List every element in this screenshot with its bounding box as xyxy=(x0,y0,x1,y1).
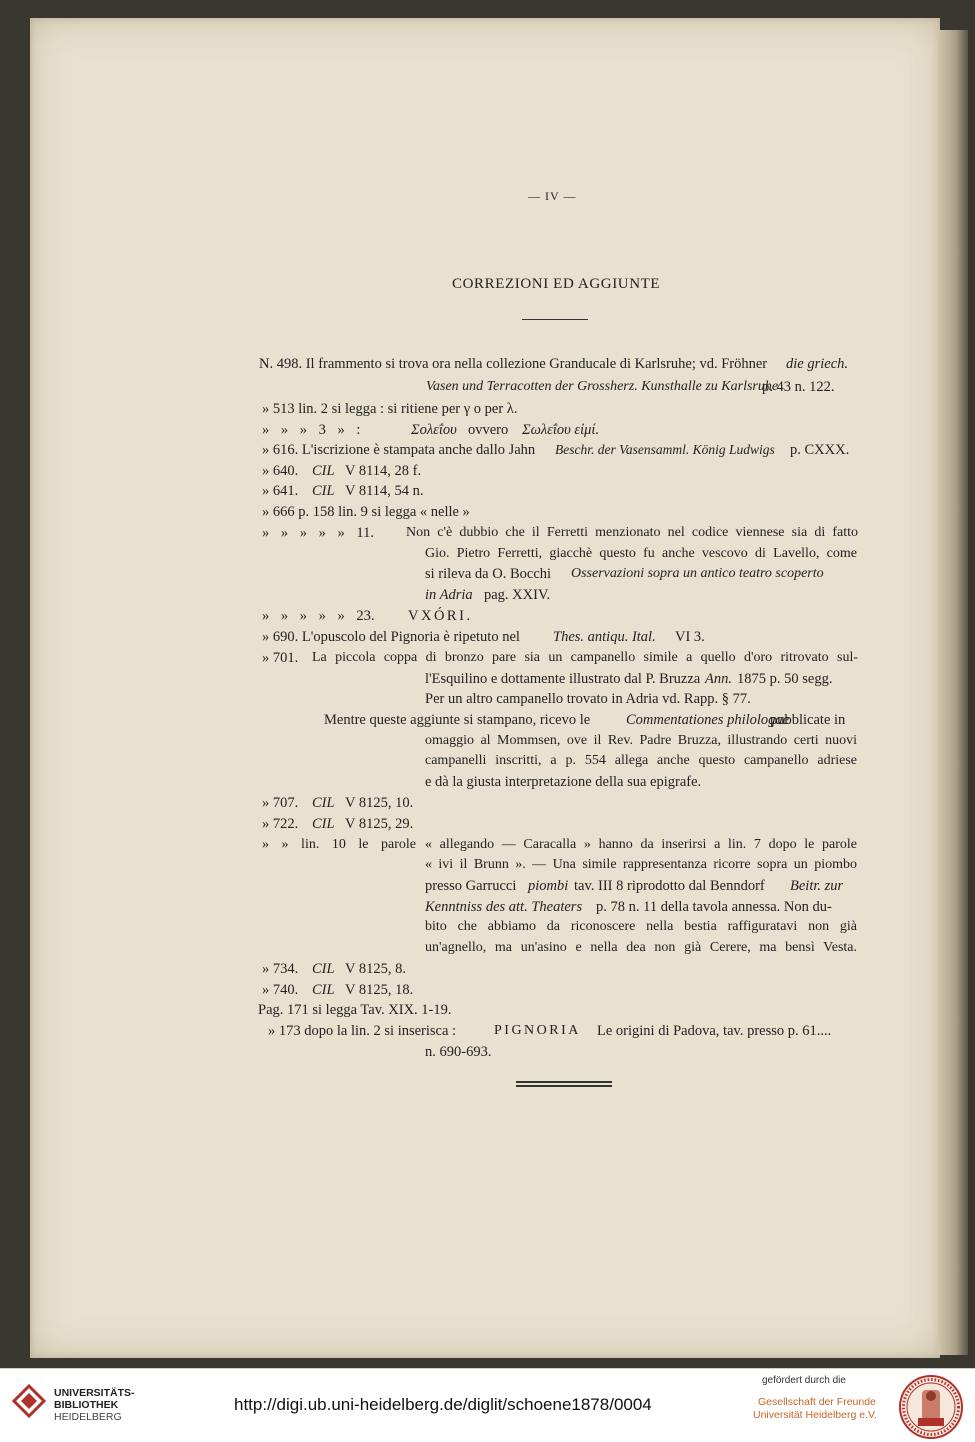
entry-701-cont-1: l'Esquilino e dottamente illustrato dal P. Bruzza xyxy=(425,671,701,687)
library-name-line-3: HEIDELBERG xyxy=(54,1411,122,1423)
entry-666-11-page: pag. XXIV. xyxy=(484,587,551,603)
addenda-note-title: Commentationes philologae xyxy=(626,712,790,728)
entry-707-ref: V 8125, 10. xyxy=(345,795,414,811)
addenda-note-cont-1: omaggio al Mommsen, ove il Rev. Padre Bruzza, illustrando certi nuovi xyxy=(425,734,857,748)
entry-641-cil: CIL xyxy=(312,483,335,499)
entry-722-lin10-cont-2: presso Garrucci xyxy=(425,878,517,894)
end-rule-bottom xyxy=(516,1085,612,1087)
book-page xyxy=(30,18,940,1358)
entry-722-lin10-cont-3: p. 78 n. 11 della tavola annessa. Non du- xyxy=(596,899,832,915)
entry-513-3-greek-2: Σωλεΐου εἰμί. xyxy=(522,422,600,438)
entry-666-11-prefix: » » » » » 11. xyxy=(262,525,374,541)
entry-734-num: » 734. xyxy=(262,961,299,977)
library-logo-icon xyxy=(12,1384,46,1422)
entry-701-num: » 701. xyxy=(262,650,299,666)
entry-734-ref: V 8125, 8. xyxy=(345,961,406,977)
entry-666-23-text: VXÓRI. xyxy=(408,608,473,624)
entry-513: » 513 lin. 2 si legga : si ritiene per γ o per λ. xyxy=(262,401,518,417)
entry-616-title: Beschr. der Vasensamml. König Ludwigs xyxy=(555,442,775,457)
addenda-note-cont-2: campanelli inscritti, a p. 554 allega anche questo campanello adriese xyxy=(425,754,857,768)
entry-701-journal: Ann. xyxy=(705,671,732,687)
entry-740-cil: CIL xyxy=(312,982,335,998)
entry-666-11-text: Non c'è dubbio che il Ferretti menzionato nel codice viennese sia di fatto xyxy=(406,526,858,540)
entry-513-3-greek-1: Σολεΐου xyxy=(411,422,457,438)
page-url-link[interactable]: http://digi.ub.uni-heidelberg.de/diglit/schoene1878/0004 xyxy=(234,1395,652,1414)
entry-701-text: La piccola coppa di bronzo pare sia un campanello simile a quello d'oro ritrovato sul- xyxy=(312,651,858,665)
entry-640-num: » 640. xyxy=(262,463,299,479)
entry-722-lin10-kenntniss: Kenntniss des att. Theaters xyxy=(425,899,583,915)
section-title: CORREZIONI ED AGGIUNTE xyxy=(452,276,661,292)
entry-666-23-prefix: » » » » » 23. xyxy=(262,608,375,624)
entry-666: » 666 p. 158 lin. 9 si legga « nelle » xyxy=(262,504,470,520)
entry-641-ref: V 8114, 54 n. xyxy=(345,483,424,499)
entry-498-title: Vasen und Terracotten der Grossherz. Kunsthalle zu Karlsruhe xyxy=(426,379,779,394)
entry-722-cil: CIL xyxy=(312,816,335,832)
entry-722-num: » 722. xyxy=(262,816,299,832)
entry-666-11-cont-1: Gio. Pietro Ferretti, giacchè questo fu anche vescovo di Lavello, come xyxy=(425,547,857,561)
entry-722-ref: V 8125, 29. xyxy=(345,816,414,832)
entry-pag-173-numbers: n. 690-693. xyxy=(425,1044,492,1060)
addenda-note-text: Mentre queste aggiunte si stampano, ricevo le xyxy=(324,712,591,728)
entry-722-lin10-tav: tav. III 8 riprodotto dal Benndorf xyxy=(574,878,765,894)
entry-640-ref: V 8114, 28 f. xyxy=(345,463,422,479)
entry-616-page: p. CXXX. xyxy=(790,442,850,458)
page-edge xyxy=(938,30,968,1355)
entry-701-cont-2: Per un altro campanello trovato in Adria vd. Rapp. § 77. xyxy=(425,691,751,707)
entry-pag-171: Pag. 171 si legga Tav. XIX. 1-19. xyxy=(258,1002,452,1018)
entry-pag-173-author: PIGNORIA xyxy=(494,1023,581,1038)
entry-690-title: Thes. antiqu. Ital. xyxy=(553,629,656,645)
title-rule xyxy=(522,319,588,320)
end-rule-top xyxy=(516,1081,612,1083)
entry-616-text: » 616. L'iscrizione è stampata anche dallo Jahn xyxy=(262,442,536,458)
entry-pag-173-title: Le origini di Padova, tav. presso p. 61.... xyxy=(597,1023,832,1039)
entry-690-text: » 690. L'opuscolo del Pignoria è ripetuto nel xyxy=(262,629,520,645)
entry-734-cil: CIL xyxy=(312,961,335,977)
entry-707-cil: CIL xyxy=(312,795,335,811)
entry-722-lin10-cont-5: un'agnello, ma un'asino e nella dea non già Cerere, ma bensì Vesta. xyxy=(425,941,857,955)
entry-722-lin10-cont-4: bito che abbiamo da riconoscere nella bestia raffiguratavi non già xyxy=(425,920,857,934)
entry-641-num: » 641. xyxy=(262,483,299,499)
page-number: — IV — xyxy=(528,189,577,203)
entry-498-page: p. 43 n. 122. xyxy=(762,379,835,395)
university-seal-icon xyxy=(898,1374,964,1440)
sponsor-label: gefördert durch die xyxy=(762,1375,846,1386)
entry-666-11-title-cont: in Adria xyxy=(425,587,473,603)
entry-722-lin10-cont-1: « ivi il Brunn ». — Una simile rappresentanza ricorre sopra un piombo xyxy=(425,858,857,872)
entry-513-3-or: ovvero xyxy=(468,422,509,438)
entry-666-11-title: Osservazioni sopra un antico teatro scoperto xyxy=(571,566,824,581)
entry-701-year: 1875 p. 50 segg. xyxy=(737,671,833,687)
entry-722-lin10-prefix: » » lin. 10 le parole xyxy=(262,838,416,852)
entry-666-11-cont-2: si rileva da O. Bocchi xyxy=(425,566,552,582)
entry-pag-173-text: » 173 dopo la lin. 2 si inserisca : xyxy=(268,1023,457,1039)
entry-690-vol: VI 3. xyxy=(675,629,705,645)
entry-722-lin10-piombi: piombi xyxy=(528,878,569,894)
entry-513-3-prefix: » » » 3 » : xyxy=(262,422,361,438)
addenda-note-cont-3: e dà la giusta interpretazione della sua epigrafe. xyxy=(425,774,702,790)
addenda-note-published: pubblicate in xyxy=(770,712,846,728)
sponsor-name-line-1: Gesellschaft der Freunde xyxy=(758,1396,876,1408)
entry-740-num: » 740. xyxy=(262,982,299,998)
entry-722-lin10-text: « allegando — Caracalla » hanno da inserirsi a lin. 7 dopo le parole xyxy=(425,838,857,852)
sponsor-name-line-2: Universität Heidelberg e.V. xyxy=(753,1409,877,1421)
entry-640-cil: CIL xyxy=(312,463,335,479)
entry-740-ref: V 8125, 18. xyxy=(345,982,414,998)
entry-722-lin10-beitr: Beitr. zur xyxy=(790,878,844,894)
entry-498-text: N. 498. Il frammento si trova ora nella collezione Granducale di Karlsruhe; vd. Fröhner xyxy=(259,356,768,372)
entry-707-num: » 707. xyxy=(262,795,299,811)
entry-498-ref: die griech. xyxy=(786,356,849,372)
library-name-line-2: BIBLIOTHEK xyxy=(54,1399,119,1411)
library-name-line-1: UNIVERSITÄTS- xyxy=(54,1387,135,1399)
